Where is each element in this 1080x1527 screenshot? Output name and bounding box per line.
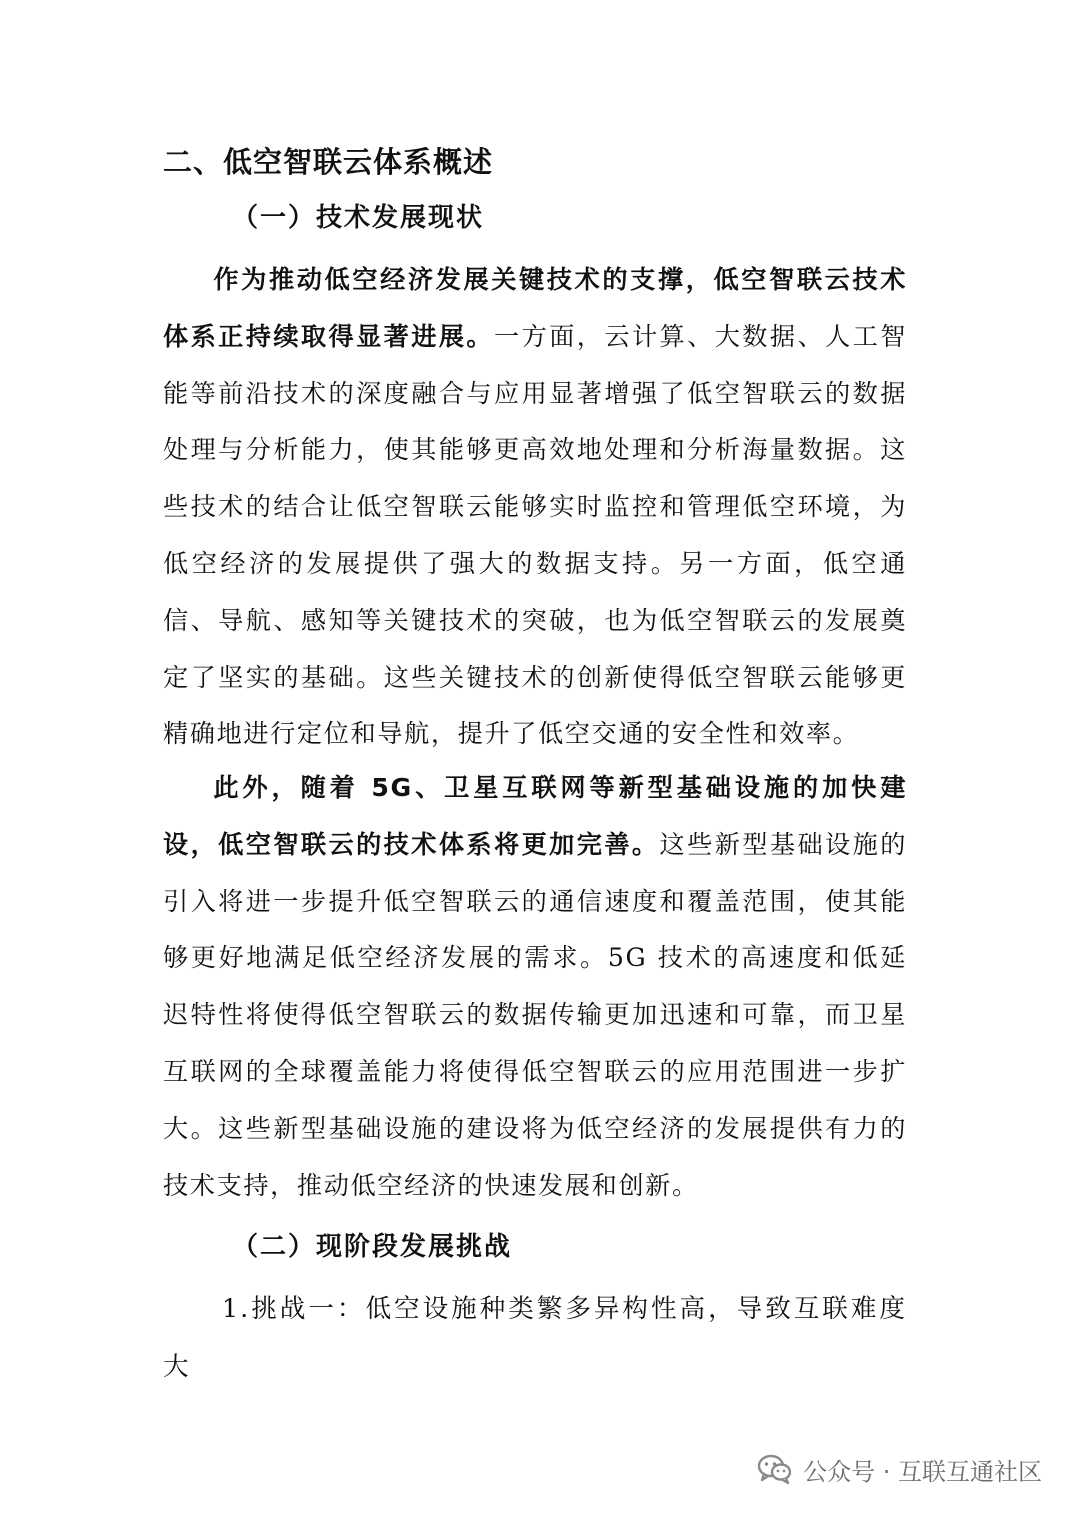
watermark-text: 公众号 · 互联互通社区 <box>803 1457 1042 1486</box>
subsection-heading-2: （二）现阶段发展挑战 <box>232 1232 513 1262</box>
wechat-icon <box>757 1453 793 1485</box>
subsection-heading-1: （一）技术发展现状 <box>232 203 485 233</box>
paragraph-2 <box>163 760 907 1214</box>
paragraph-2-text: 这些新型基础设施的引入将进一步提升低空智联云的通信速度和覆盖范围，使其能够更好地满足低空经济发展的需求。5G 技术的高速度和低延迟特性将使得低空智联云的数据传输更加迅速和可靠，而卫星互联网的全球覆盖能力将使得低空智联云的应用范围进一步扩大。这些新型基础设施的建设将为低空经济的发展提供有力的技术支持，推动低空经济的快速发展和创新。 <box>163 829 907 1200</box>
section-heading: 二、低空智联云体系概述 <box>163 145 494 179</box>
paragraph-1-text: 一方面，云计算、大数据、人工智能等前沿技术的深度融合与应用显著增强了低空智联云的数据处理与分析能力，使其能够更高效地处理和分析海量数据。这些技术的结合让低空智联云能够实时监控和管理低空环境，为低空经济的发展提供了强大的数据支持。另一方面，低空通信、导航、感知等关键技术的突破，也为低空智联云的发展奠定了坚实的基础。这些关键技术的创新使得低空智联云能够更精确地进行定位和导航，提升了低空交通的安全性和效率。 <box>163 321 908 749</box>
paragraph-1 <box>163 252 907 763</box>
paragraph-1-bold: 作为推动低空经济发展关键技术的支撑，低空智联云技术体系正持续取得显著进展。 <box>163 265 907 351</box>
paragraph-2-bold: 此外，随着 5G、卫星互联网等新型基础设施的加快建设，低空智联云的技术体系将更加完善。 <box>163 773 907 859</box>
watermark <box>757 1449 1042 1489</box>
challenge-item-1: 1.挑战一：低空设施种类繁多异构性高，导致互联难度大 <box>163 1294 907 1382</box>
